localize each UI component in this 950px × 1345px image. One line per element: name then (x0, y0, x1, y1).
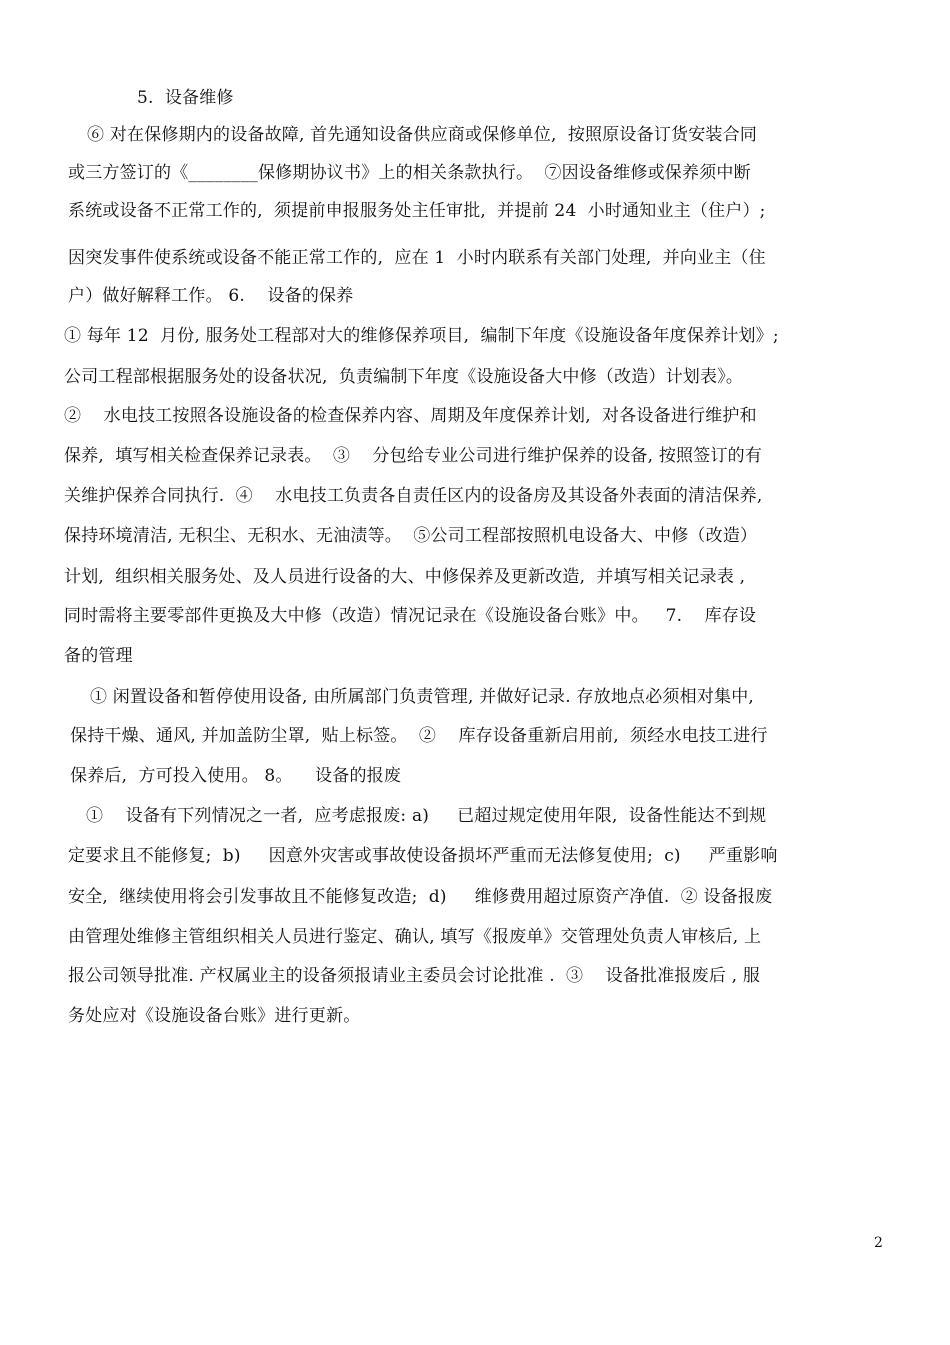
paragraph-line: ① 每年 12 月份, 服务处工程部对大的维修保养项目, 编制下年度《设施设备年度保养计划》; (64, 326, 779, 346)
paragraph-line: 公司工程部根据服务处的设备状况, 负责编制下年度《设施设备大中修（改造）计划表》。 (64, 367, 744, 387)
page-number: 2 (874, 1235, 883, 1251)
paragraph-line: 保养后, 方可投入使用。 8。 设备的报废 (70, 766, 402, 786)
paragraph-line: 保养, 填写相关检查保养记录表。 ③ 分包给专业公司进行维护保养的设备, 按照签订的有 (64, 446, 763, 466)
paragraph-line: 因突发事件使系统或设备不能正常工作的, 应在 1 小时内联系有关部门处理, 并向业主（住 (68, 248, 766, 268)
paragraph-line: ① 设备有下列情况之一者, 应考虑报废: a) 已超过规定使用年限, 设备性能达不到规 (86, 806, 767, 826)
paragraph-line: 同时需将主要零部件更换及大中修（改造）情况记录在《设施设备台账》中。 7. 库存设 (64, 606, 757, 626)
paragraph-line: ① 闲置设备和暂停使用设备, 由所属部门负责管理, 并做好记录. 存放地点必须相对集中, (90, 687, 755, 707)
paragraph-line: 关维护保养合同执行. ④ 水电技工负责各自责任区内的设备房及其设备外表面的清洁保养, (64, 486, 763, 506)
paragraph-line: 或三方签订的《________保修期协议书》上的相关条款执行。 ⑦因设备维修或保养须中断 (68, 163, 751, 183)
paragraph-line: 保持环境清洁, 无积尘、无积水、无油渍等。 ⑤公司工程部按照机电设备大、中修（改造） (64, 526, 758, 546)
paragraph-line: 务处应对《设施设备台账》进行更新。 (68, 1006, 361, 1026)
paragraph-line: 安全, 继续使用将会引发事故且不能修复改造; d) 维修费用超过原资产净值. ② 设备报废 (68, 887, 773, 907)
paragraph-line: 保持干燥、通风, 并加盖防尘罩, 贴上标签。 ② 库存设备重新启用前, 须经水电技工进行 (70, 726, 768, 746)
paragraph-line: 户）做好解释工作。 6. 设备的保养 (68, 286, 354, 306)
paragraph-line: 备的管理 (64, 646, 133, 666)
paragraph-line: 定要求且不能修复; b) 因意外灾害或事故使设备损坏严重而无法修复使用; c) 严重影响 (68, 846, 778, 866)
paragraph-line: 由管理处维修主管组织相关人员进行鉴定、确认, 填写《报废单》交管理处负责人审核后, 上 (68, 927, 762, 947)
paragraph-line: 报公司领导批准. 产权属业主的设备须报请业主委员会讨论批准 . ③ 设备批准报废后 , 服 (68, 966, 761, 986)
section-heading-equipment-repair: 5. 设备维修 (137, 88, 234, 108)
paragraph-line: ② 水电技工按照各设施设备的检查保养内容、周期及年度保养计划, 对各设备进行维护和 (64, 406, 757, 426)
paragraph-line: 计划, 组织相关服务处、及人员进行设备的大、中修保养及更新改造, 并填写相关记录表 , (64, 567, 746, 587)
paragraph-line: ⑥ 对在保修期内的设备故障, 首先通知设备供应商或保修单位, 按照原设备订货安装合同 (87, 125, 758, 145)
paragraph-line: 系统或设备不正常工作的, 须提前申报服务处主任审批, 并提前 24 小时通知业主（住户）; (68, 201, 766, 221)
